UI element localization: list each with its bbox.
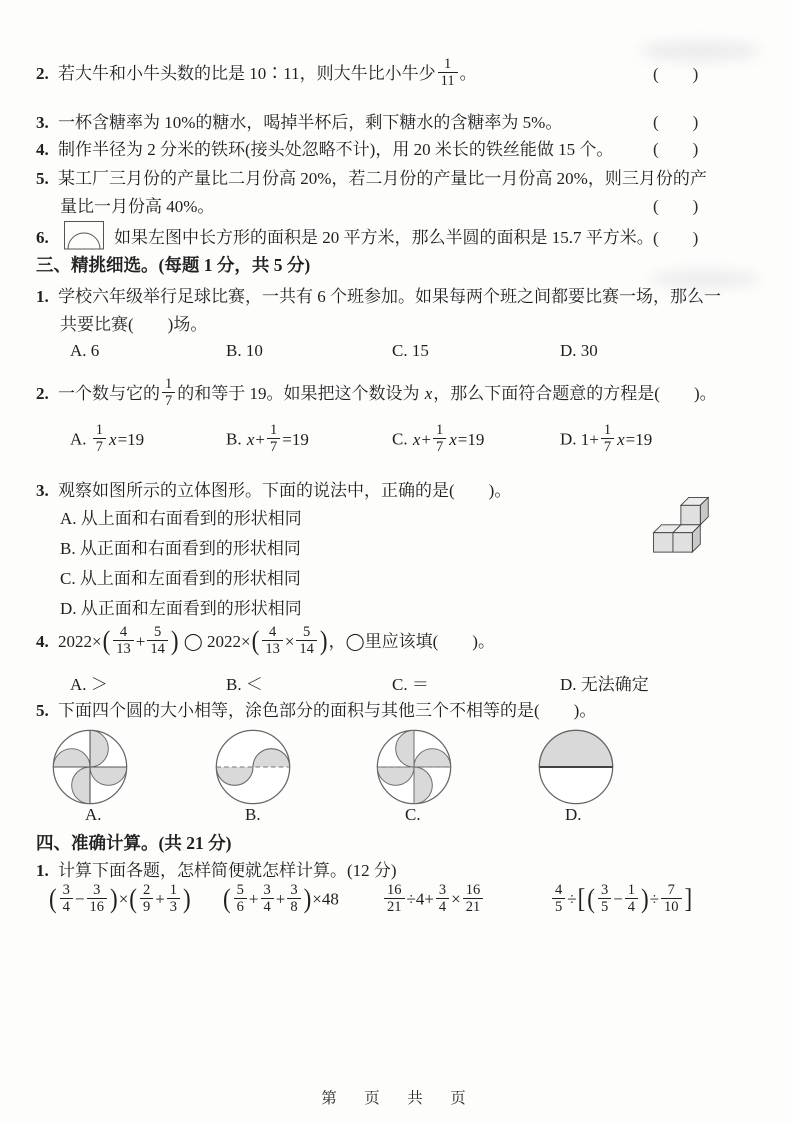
- option-text: ＜: [245, 675, 263, 694]
- option-text: ＝: [411, 675, 429, 694]
- option-text: 30: [580, 341, 598, 360]
- question-number: 1.: [36, 861, 49, 880]
- option-label: D.: [560, 341, 577, 360]
- answer-blank: ( ): [653, 113, 699, 132]
- s4-q1-expressions: [36, 884, 757, 936]
- math-expression-4: $\frac{4}{5}$ ÷[( $\frac{3}{5}$ − $\frac{1}{4}$ )÷ $\frac{7}{10}$ ]: [550, 884, 693, 917]
- q4-stem: [36, 626, 757, 659]
- option-label: B.: [226, 675, 242, 694]
- option-text: 无法确定: [580, 675, 649, 694]
- option-math: x+ $\frac{1}{7}$ =19: [246, 422, 309, 456]
- item-number: 2.: [36, 63, 49, 83]
- figure-label-a: A.: [85, 805, 102, 824]
- option-label: B.: [226, 341, 242, 360]
- question-text: 一个数与它的 $\frac{1}{7}$ 的和等于 19。如果把这个数设为 x，那么下面符合题意的方程是( )。: [58, 376, 717, 410]
- tf-item-5-line2: [60, 196, 757, 219]
- option-b: [226, 340, 263, 363]
- tf-item-6: [36, 221, 757, 257]
- option-label: C.: [60, 569, 76, 588]
- q3-option-d: [60, 598, 757, 621]
- q1-line2: [60, 314, 757, 337]
- option-label: A.: [70, 675, 87, 694]
- option-text: 从正面和右面看到的形状相同: [79, 539, 301, 558]
- footer-page-label: 第 页 共 页: [321, 1090, 472, 1107]
- option-c: [392, 424, 484, 457]
- option-a: [70, 340, 99, 363]
- option-c: [392, 340, 429, 363]
- question-text: 共要比赛( )场。: [60, 315, 208, 334]
- option-label: C.: [392, 675, 408, 694]
- q2-stem: [36, 378, 757, 411]
- figure-label-c: C.: [405, 805, 421, 824]
- answer-blank: ( ): [653, 197, 699, 216]
- cube-stack-figure: [650, 492, 710, 559]
- option-text: 10: [245, 341, 263, 360]
- q1-options: [36, 340, 757, 364]
- option-label: D.: [60, 599, 77, 618]
- option-text: 从上面和左面看到的形状相同: [79, 569, 301, 588]
- tf-item-5-line1: [36, 168, 757, 191]
- section4-title: 四、准确计算。(共 21 分): [36, 833, 232, 853]
- option-d: [560, 340, 598, 363]
- question-number: 1.: [36, 287, 49, 306]
- answer-blank: ( ): [653, 140, 699, 159]
- q3-stem: [36, 480, 757, 503]
- tf-item-3: [36, 112, 757, 135]
- option-c: [392, 674, 429, 697]
- option-text: 从上面和右面看到的形状相同: [80, 509, 302, 528]
- q2-options: [36, 424, 757, 462]
- question-number: 2.: [36, 383, 49, 403]
- option-label: D.: [560, 675, 577, 694]
- question-text: 计算下面各题，怎样简便就怎样计算。(12 分): [58, 861, 397, 880]
- figure-label-d: D.: [565, 805, 582, 824]
- circle-figure-d-half-shaded: [537, 728, 615, 813]
- option-label: D.: [560, 429, 577, 449]
- question-number: 4.: [36, 631, 49, 651]
- circle-figure-a-pinwheel: [51, 728, 129, 813]
- item-text: 一杯含糖率为 10%的糖水，喝掉半杯后，剩下糖水的含糖率为 5%。: [58, 113, 563, 132]
- item-text: 量比一月份高 40%。: [60, 197, 215, 216]
- q5-figures: [36, 728, 757, 808]
- answer-blank: ( ): [653, 228, 699, 248]
- option-label: B.: [226, 429, 242, 449]
- option-label: C.: [392, 429, 408, 449]
- q5-figure-labels: [36, 804, 757, 828]
- option-label: A.: [60, 509, 77, 528]
- q5-stem: [36, 700, 757, 723]
- option-math: x+ $\frac{1}{7}$ x=19: [412, 422, 485, 456]
- question-text: 观察如图所示的立体图形。下面的说法中，正确的是( )。: [58, 481, 512, 500]
- item-number: 6.: [36, 227, 49, 247]
- semicircle-in-rectangle-figure: [64, 221, 104, 257]
- circle-figure-b-s-curve: [214, 728, 292, 813]
- item-text: 若大牛和小牛头数的比是 10∶11，则大牛比小牛少 $\frac{1}{11}$ 。: [58, 56, 477, 90]
- circle-figure-c-pinwheel-dashed: [375, 728, 453, 813]
- q1-line1: [36, 286, 757, 309]
- option-label: C.: [392, 341, 408, 360]
- item-number: 3.: [36, 113, 49, 132]
- tf-item-4: [36, 139, 757, 162]
- math-expression-1: ( $\frac{3}{4}$ − $\frac{3}{16}$ )×( $\frac{2}{9}$ + $\frac{1}{3}$ ): [49, 882, 191, 916]
- option-text: ＞: [90, 675, 108, 694]
- question-text: 学校六年级举行足球比赛，一共有 6 个班参加。如果每两个班之间都要比赛一场，那么一: [58, 287, 721, 306]
- option-text: 15: [411, 341, 429, 360]
- question-text: 2022×( $\frac{4}{13}$ + $\frac{5}{14}$ ) ◯ 2022×( $\frac{4}{13}$ × $\frac{5}{14}$ )，◯里应该填( )。: [58, 624, 495, 658]
- option-text: 6: [90, 341, 100, 360]
- section3-title: 三、精挑细选。(每题 1 分，共 5 分): [36, 255, 311, 275]
- option-math: 1+ $\frac{1}{7}$ x=19: [580, 422, 653, 456]
- item-text: 制作半径为 2 分米的铁环(接头处忽略不计)，用 20 米长的铁丝能做 15 个。: [58, 140, 614, 159]
- question-number: 3.: [36, 481, 49, 500]
- item-number: 5.: [36, 169, 49, 188]
- option-label: A.: [70, 341, 87, 360]
- option-text: 从正面和左面看到的形状相同: [80, 599, 302, 618]
- option-d: [560, 424, 652, 457]
- question-text: 下面四个圆的大小相等，涂色部分的面积与其他三个不相等的是( )。: [58, 701, 597, 720]
- q4-options: [36, 674, 757, 698]
- question-number: 5.: [36, 701, 49, 720]
- figure-label-b: B.: [245, 805, 261, 824]
- item-number: 4.: [36, 140, 49, 159]
- option-label: A.: [70, 429, 87, 449]
- option-b: [226, 674, 263, 697]
- option-math: $\frac{1}{7}$ x=19: [91, 430, 144, 449]
- math-expression-3: $\frac{16}{21}$ ÷4+ $\frac{3}{4}$ × $\frac{16}{21}$: [382, 884, 485, 917]
- tf-item-2: [36, 58, 757, 91]
- answer-blank: ( ): [653, 64, 699, 84]
- math-expression-2: ( $\frac{5}{6}$ + $\frac{3}{4}$ + $\frac{3}{8}$ )×48: [223, 882, 339, 916]
- item-text: 如果左图中长方形的面积是 20 平方米，那么半圆的面积是 15.7 平方米。: [114, 227, 654, 247]
- item-text: 某工厂三月份的产量比二月份高 20%，若二月份的产量比一月份高 20%，则三月份的产: [58, 169, 707, 188]
- option-d: [560, 674, 649, 697]
- option-a: [70, 674, 108, 697]
- option-label: B.: [60, 539, 76, 558]
- q3-option-c: [60, 568, 757, 591]
- option-a: [70, 424, 144, 457]
- option-b: [226, 424, 309, 457]
